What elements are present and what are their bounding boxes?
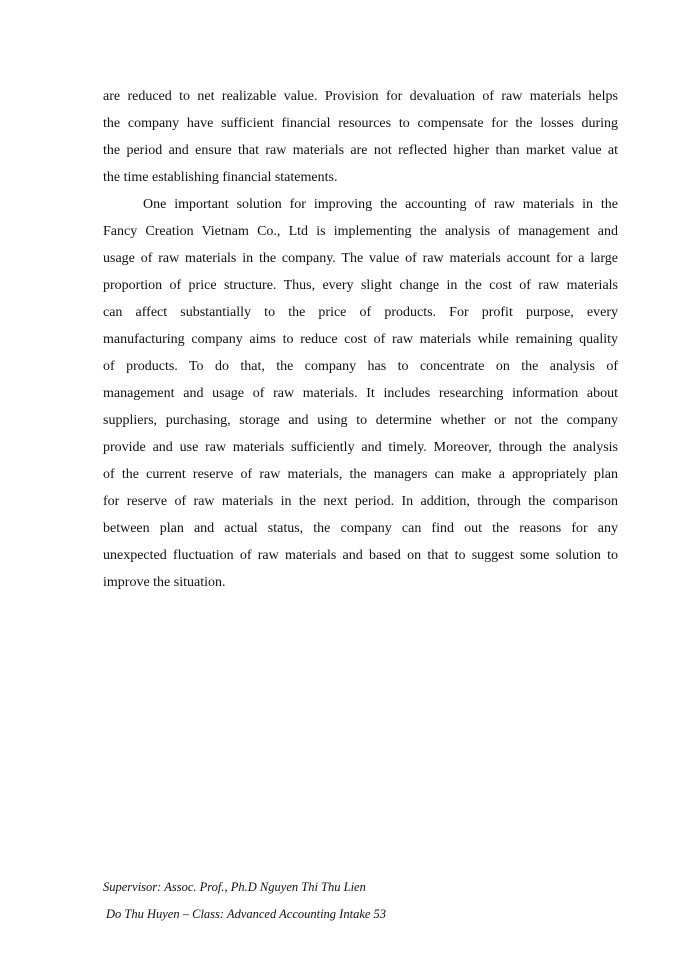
text-line: are reduced to net realizable value. Provision for devaluation of raw materials helps [103, 89, 618, 104]
text-line: manufacturing company aims to reduce cost of raw materials while remaining quality [103, 332, 618, 347]
paragraph-1 [103, 86, 618, 194]
text-line: management and usage of raw materials. It includes researching information about [103, 386, 618, 401]
text-line: improve the situation. [103, 575, 226, 590]
text-line: usage of raw materials in the company. The value of raw materials account for a large [103, 251, 618, 266]
text-line: proportion of price structure. Thus, every slight change in the cost of raw materials [103, 278, 618, 293]
text-line: provide and use raw materials sufficiently and timely. Moreover, through the analysis [103, 440, 618, 455]
footer-author: Do Thu Huyen – Class: Advanced Accounting Intake 53 [106, 907, 387, 921]
text-line: can affect substantially to the price of products. For profit purpose, every [103, 305, 618, 320]
body-text [103, 86, 618, 599]
text-line: the company have sufficient financial resources to compensate for the losses during [103, 116, 618, 131]
text-line: the time establishing financial statements. [103, 170, 338, 185]
text-line: between plan and actual status, the company can find out the reasons for any [103, 521, 618, 536]
paragraph-2 [103, 194, 618, 599]
text-line: for reserve of raw materials in the next period. In addition, through the comparison [103, 494, 618, 509]
text-line: of the current reserve of raw materials, the managers can make a appropriately plan [103, 467, 618, 482]
text-line: the period and ensure that raw materials are not reflected higher than market value at [103, 143, 618, 158]
text-line: of products. To do that, the company has to concentrate on the analysis of [103, 359, 618, 374]
footer-supervisor: Supervisor: Assoc. Prof., Ph.D Nguyen Thi Thu Lien [103, 880, 366, 894]
page-footer [103, 876, 618, 930]
text-line: Fancy Creation Vietnam Co., Ltd is implementing the analysis of management and [103, 224, 618, 239]
text-line: suppliers, purchasing, storage and using to determine whether or not the company [103, 413, 618, 428]
text-line: unexpected fluctuation of raw materials and based on that to suggest some solution to [103, 548, 618, 563]
text-line: One important solution for improving the accounting of raw materials in the [143, 197, 618, 212]
